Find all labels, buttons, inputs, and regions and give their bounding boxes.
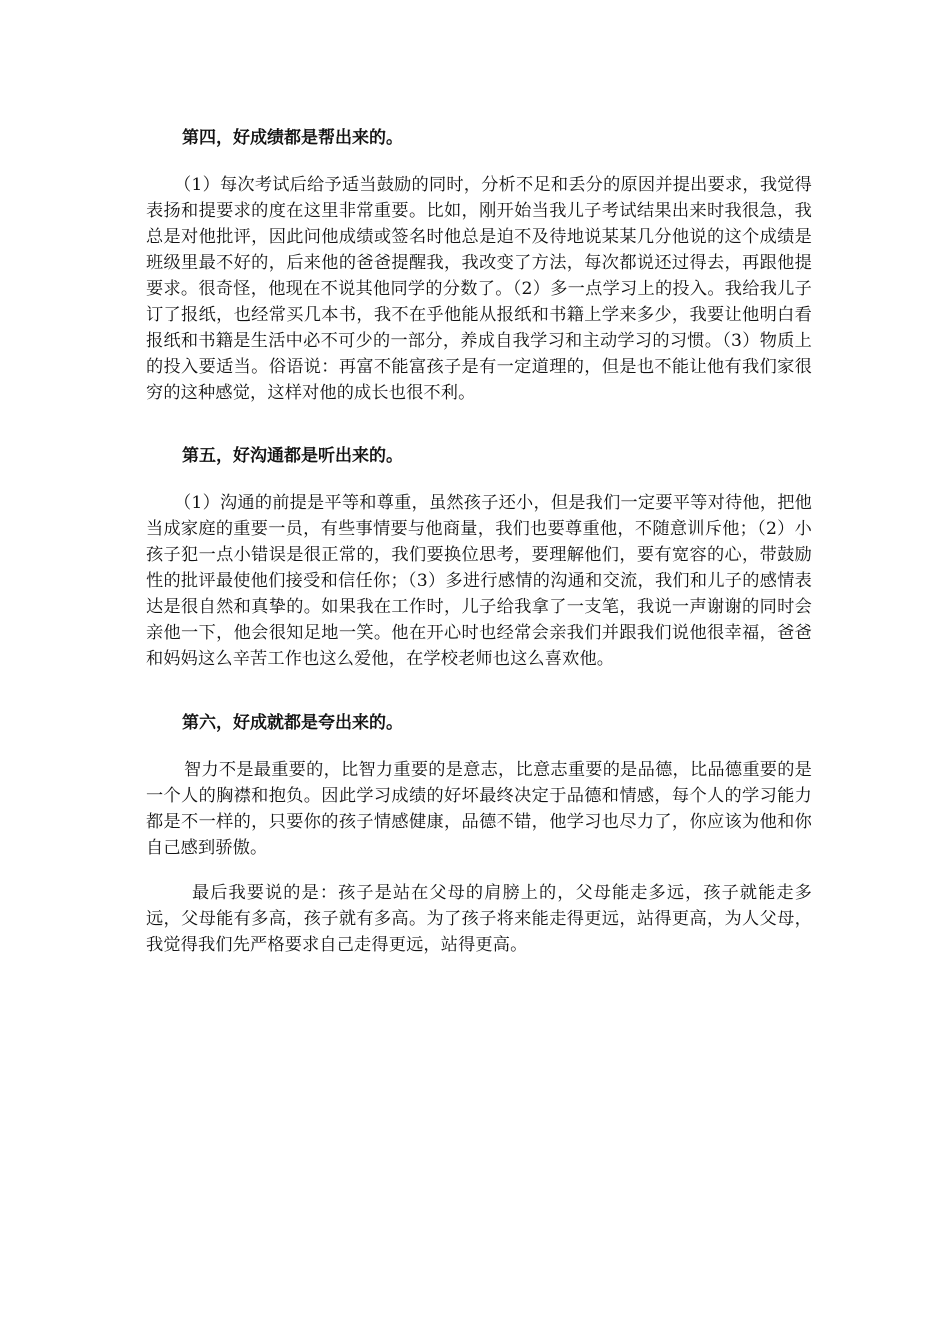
closing-paragraph: 最后我要说的是：孩子是站在父母的肩膀上的，父母能走多远，孩子就能走多远，父母能有多高，孩子就有多高。为了孩子将来能走得更远，站得更高，为人父母，我觉得我们先严格要求自己走得更远，站得更高。 bbox=[146, 883, 812, 955]
section-4-body: （1）每次考试后给予适当鼓励的同时，分析不足和丢分的原因并提出要求，我觉得表扬和提要求的度在这里非常重要。比如，刚开始当我儿子考试结果出来时我很急，我总是对他批评，因此问他成绩或签名时他总是迫不及待地说某某几分他说的这个成绩是班级里最不好的，后来他的爸爸提醒我，我改变了方法，每次都说还过得去，再跟他提要求。很奇怪，他现在不说其他同学的分数了。（2）多一点学习上的投入。我给我儿子订了报纸，也经常买几本书，我不在乎他能从报纸和书籍上学来多少，我要让他明白看报纸和书籍是生活中必不可少的一部分，养成自我学习和主动学习的习惯。（3）物质上的投入要适当。俗语说：再富不能富孩子是有一定道理的，但是也不能让他有我们家很穷的这种感觉，这样对他的成长也很不利。 bbox=[146, 175, 812, 403]
section-6-body: 智力不是最重要的，比智力重要的是意志，比意志重要的是品德，比品德重要的是一个人的胸襟和抱负。因此学习成绩的好坏最终决定于品德和情感，每个人的学习能力都是不一样的，只要你的孩子情感健康，品德不错，他学习也尽力了，你应该为他和你自己感到骄傲。 bbox=[146, 760, 812, 858]
section-4-heading: 第四，好成绩都是帮出来的。 bbox=[182, 128, 403, 148]
section-5-heading: 第五，好沟通都是听出来的。 bbox=[182, 446, 403, 466]
section-5-body: （1）沟通的前提是平等和尊重，虽然孩子还小，但是我们一定要平等对待他，把他当成家庭的重要一员，有些事情要与他商量，我们也要尊重他，不随意训斥他；（2）小孩子犯一点小错误是很正常的，我们要换位思考，要理解他们，要有宽容的心，带鼓励性的批评最使他们接受和信任你；（3）多进行感情的沟通和交流，我们和儿子的感情表达是很自然和真挚的。如果我在工作时，儿子给我拿了一支笔，我说一声谢谢的同时会亲他一下，他会很知足地一笑。他在开心时也经常会亲我们并跟我们说他很幸福，爸爸和妈妈这么辛苦工作也这么爱他，在学校老师也这么喜欢他。 bbox=[146, 493, 812, 669]
section-6-heading: 第六，好成就都是夸出来的。 bbox=[182, 713, 403, 733]
